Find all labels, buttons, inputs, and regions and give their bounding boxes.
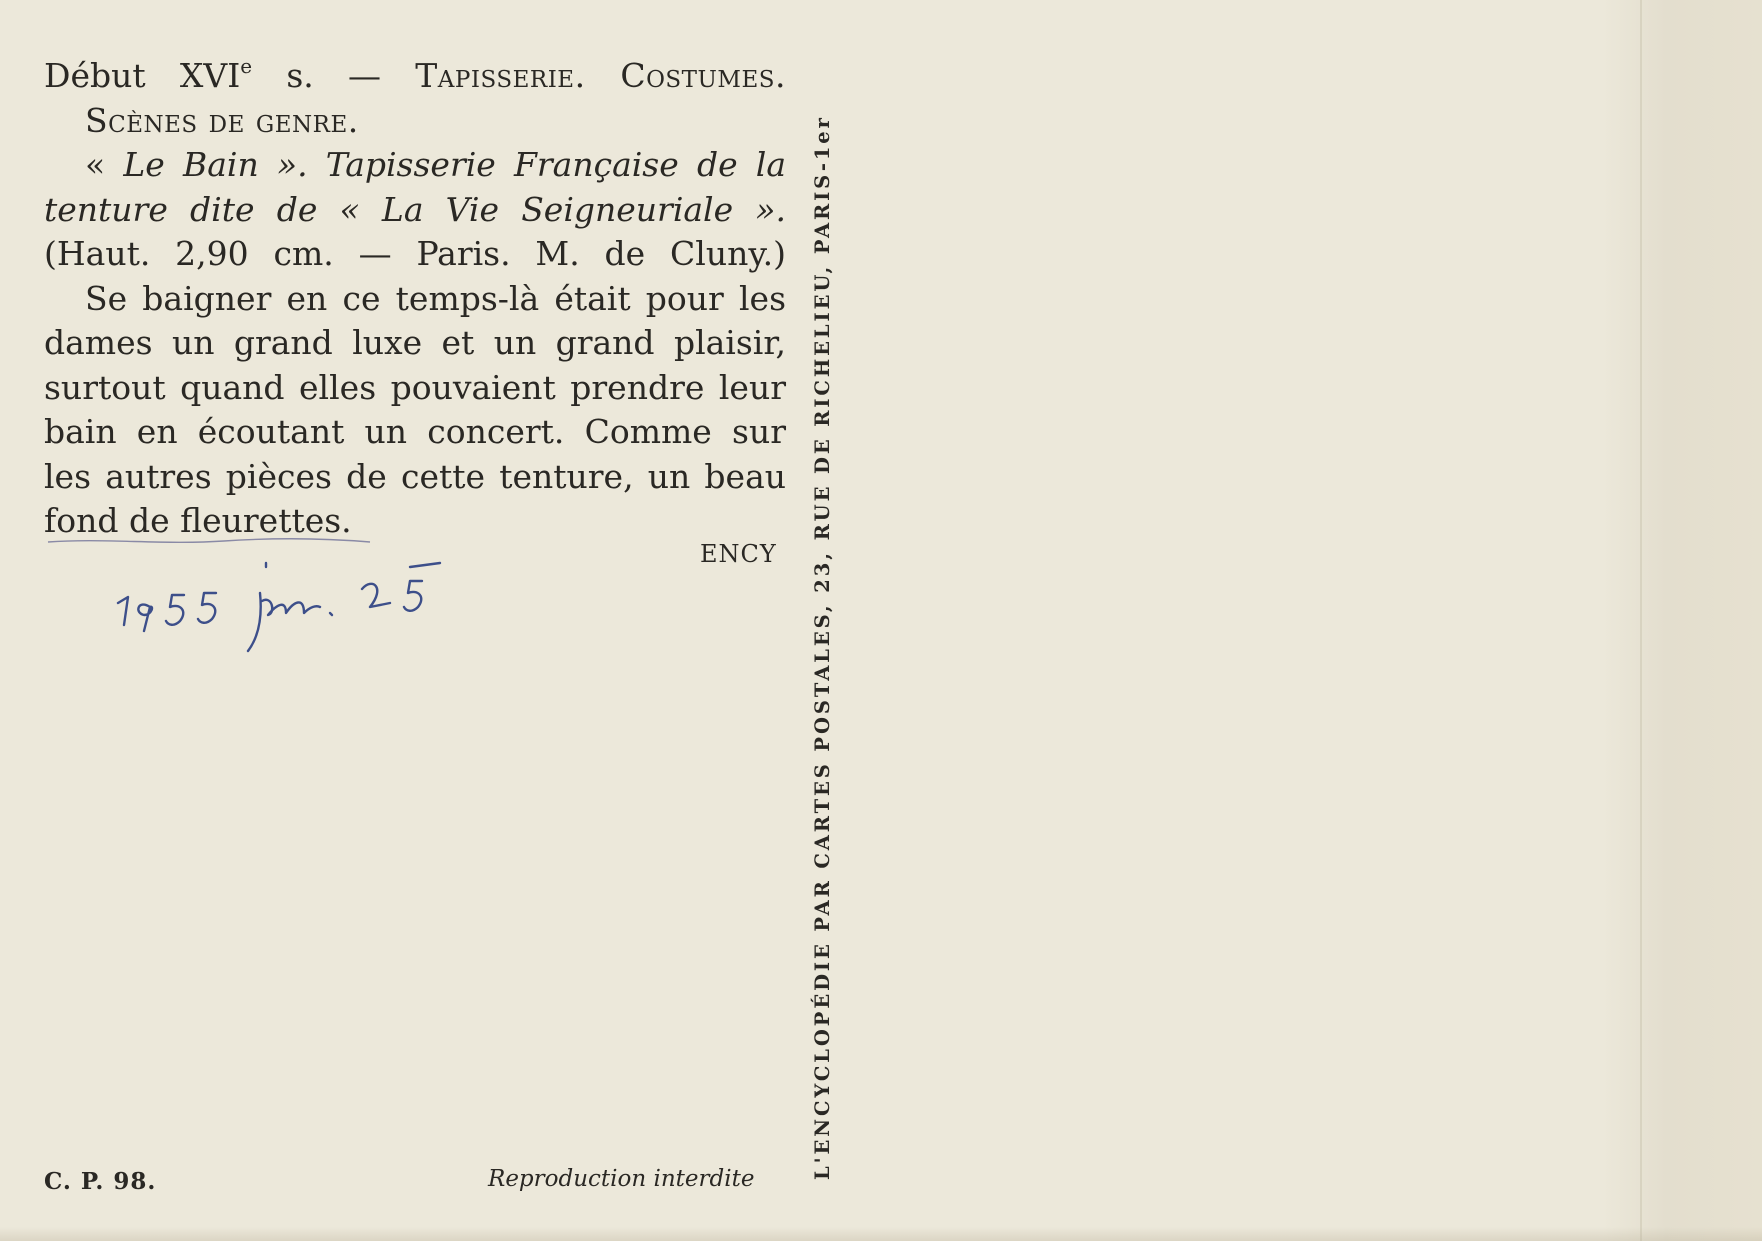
caption-open-quote: «	[85, 145, 124, 184]
caption-line-2: tenture dite de « La Vie Seigneuriale ».	[44, 189, 786, 229]
catalog-code: C. P. 98.	[44, 1168, 157, 1195]
description-line-3: surtout quand elles pouvaient prendre leur	[44, 367, 786, 407]
caption-line-1-rest: ». Tapisserie Française de la	[258, 145, 786, 184]
reproduction-notice: Reproduction interdite	[488, 1166, 755, 1192]
subheading-line	[44, 99, 786, 144]
heading-era: Début XVI	[44, 56, 241, 95]
heading-line	[44, 44, 786, 99]
heading-subcategory: Scènes de genre.	[85, 100, 359, 140]
heading-category: Tapisserie. Costumes.	[415, 56, 786, 95]
caption-line-3: (Haut. 2,90 cm. — Paris. M. de Cluny.)	[44, 234, 786, 273]
card-right-edge	[1602, 0, 1762, 1241]
caption-artwork-title: Le Bain	[123, 145, 259, 184]
description-line-2: dames un grand luxe et un grand plaisir,	[44, 323, 786, 362]
heading-era-superscript: e	[240, 54, 253, 78]
caption-line-1	[44, 143, 786, 188]
card-bottom-edge	[0, 1227, 1762, 1241]
description-line-1: Se baigner en ce temps-là était pour les	[85, 278, 786, 318]
description-line-6: fond de fleurettes.	[44, 501, 352, 540]
handwritten-date	[110, 555, 470, 665]
pencil-underline	[44, 534, 374, 548]
publisher-vertical-line: L'ENCYCLOPÉDIE PAR CARTES POSTALES, 23, RUE DE RICHELIEU, PARIS-1er	[811, 115, 834, 1180]
caption-text-block	[44, 44, 786, 544]
heading-era-suffix: s. —	[252, 56, 416, 95]
description-line-4: bain en écoutant un concert. Comme sur	[44, 412, 786, 451]
signature-ency: ENCY	[700, 540, 777, 568]
description-line-5: les autres pièces de cette tenture, un beau	[44, 456, 786, 496]
